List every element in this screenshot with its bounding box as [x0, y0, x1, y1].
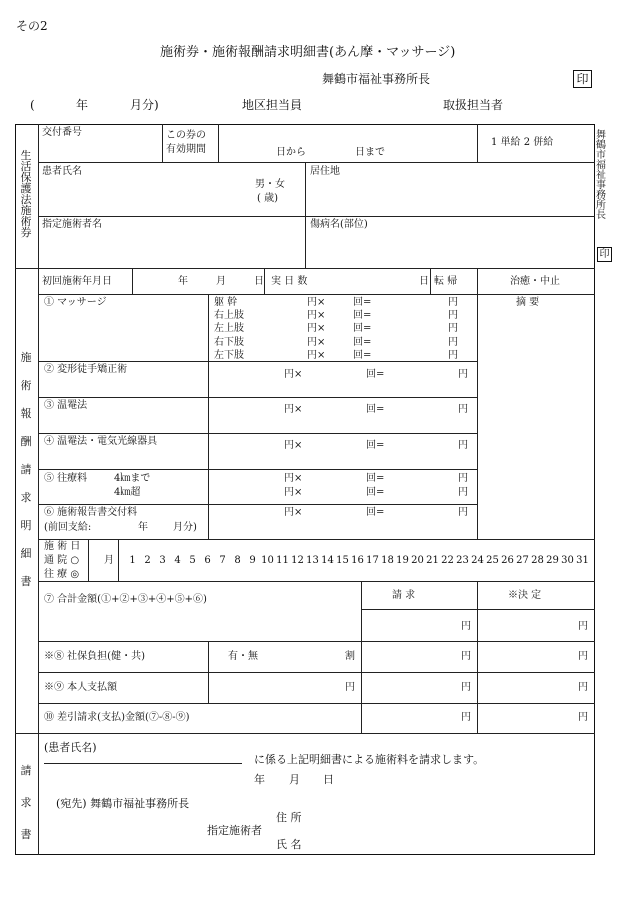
item-hot-elec: ④ 温罨法・電気光線器具	[44, 436, 158, 447]
self-pay-label: ※⑨ 本人支払額	[44, 682, 118, 693]
treatment-day: 11	[276, 555, 289, 566]
right-margin-char: 事	[596, 180, 606, 191]
unit-yen-times: 円×	[284, 440, 303, 451]
treatment-day: 4	[174, 555, 181, 566]
right-margin-char: 長	[596, 210, 606, 221]
patient-name-label: 患者氏名	[42, 166, 82, 177]
issue-number-label: 交付番号	[42, 127, 82, 138]
unit-yen: 円	[448, 336, 458, 348]
detail-label-char: 細	[20, 547, 32, 560]
detail-label-char: 施	[20, 351, 32, 364]
detail-label-char: 術	[20, 379, 32, 392]
detail-label-char: 酬	[20, 435, 32, 448]
right-margin-char: 所	[596, 200, 606, 211]
unit-yen-times: 円×	[284, 369, 303, 380]
validity-from: 日から	[276, 147, 306, 158]
treatment-day: 1	[129, 555, 136, 566]
claim-statement: に係る上記明細書による施術料を請求します。	[254, 753, 485, 766]
days-label-1: 施 術 日	[44, 541, 81, 552]
treatment-day: 16	[351, 555, 364, 566]
treatment-day: 19	[396, 555, 409, 566]
patient-name-line	[44, 763, 242, 764]
detail-label-char: 報	[20, 407, 32, 420]
treatment-day: 5	[189, 555, 196, 566]
days-month-label: 月	[104, 555, 114, 566]
treatment-day: 17	[366, 555, 379, 566]
claim-day: 日	[323, 773, 334, 786]
unit-times-eq: 回=	[353, 323, 372, 335]
claim-label-char: 求	[20, 796, 32, 809]
unit-times-eq: 回=	[366, 507, 385, 518]
unit-yen-times: 円×	[307, 323, 326, 335]
claim-yen-unit: 円	[461, 651, 471, 662]
right-margin-char: 祉	[596, 170, 606, 181]
validity-to: 日まで	[355, 147, 385, 158]
claim-yen-unit: 円	[461, 621, 471, 632]
unit-yen-times: 円×	[307, 310, 326, 322]
treatment-day: 6	[204, 555, 211, 566]
period-year: 年	[76, 98, 89, 112]
unit-yen: 円	[448, 297, 458, 308]
unit-yen: 円	[448, 349, 458, 361]
insurance-rate-unit: 割	[345, 651, 355, 662]
validity-label-2: 有効期間	[166, 144, 206, 155]
detail-label-char: 書	[20, 575, 32, 588]
treatment-day: 15	[336, 555, 349, 566]
unit-yen: 円	[448, 323, 458, 335]
welfare-label-char: 保	[20, 171, 32, 184]
treatment-day: 9	[249, 555, 256, 566]
unit-times-eq: 回=	[366, 440, 385, 451]
report-year: 年	[138, 522, 148, 533]
treatment-day: 12	[291, 555, 304, 566]
unit-yen: 円	[458, 404, 468, 415]
claim-month: 月	[289, 773, 300, 786]
welfare-label-char: 術	[20, 215, 32, 228]
treatment-day: 2	[144, 555, 151, 566]
claim-label-char: 請	[20, 764, 32, 777]
welfare-label-char: 施	[20, 204, 32, 217]
detail-label-char: 明	[20, 519, 32, 532]
treatment-day: 27	[516, 555, 529, 566]
first-date-month: 月	[216, 276, 226, 287]
first-date-year: 年	[178, 276, 188, 287]
unit-times-eq: 回=	[366, 404, 385, 415]
claim-yen-unit: 円	[461, 712, 471, 723]
welfare-section-label	[18, 150, 34, 238]
item-travel: ⑤ 往療料	[44, 473, 88, 484]
report-previous-label: (前回支給:	[44, 522, 92, 533]
treatment-day: 13	[306, 555, 319, 566]
unit-yen: 円	[458, 369, 468, 380]
unit-yen: 円	[458, 473, 468, 484]
treatment-day: 21	[426, 555, 439, 566]
treatment-day: 31	[576, 555, 589, 566]
unit-yen-times: 円×	[307, 297, 326, 308]
claim-practitioner-label: 指定施術者	[207, 824, 262, 837]
claim-section-label	[18, 765, 34, 840]
welfare-label-char: 券	[20, 226, 32, 239]
unit-yen: 円	[458, 487, 468, 498]
unit-yen-times: 円×	[307, 336, 326, 348]
sex-options: 男・女	[255, 179, 285, 190]
outcome-types: 治癒・中止	[510, 276, 560, 287]
right-margin-char: 舞	[596, 130, 606, 141]
insurance-yes-no: 有・無	[228, 651, 258, 662]
district-staff-label: 地区担当員	[242, 98, 303, 112]
unit-times-eq: 回=	[366, 369, 385, 380]
massage-part-label: 左上肢	[214, 323, 244, 335]
decision-yen-unit: 円	[578, 712, 588, 723]
unit-times-eq: 回=	[353, 349, 372, 361]
age-field: ( 歳)	[257, 193, 278, 204]
item-deform: ② 変形徒手矯正術	[44, 364, 128, 375]
summary-label: 摘 要	[516, 297, 540, 308]
claim-name-label: 氏 名	[276, 838, 302, 851]
unit-yen-times: 円×	[284, 507, 303, 518]
unit-times-eq: 回=	[353, 297, 372, 308]
total-amount-label: ⑦ 合計金額(①+②+③+④+⑤+⑥)	[44, 594, 207, 605]
form-title: 施術券・施術報酬請求明細書(あん摩・マッサージ)	[160, 45, 456, 60]
period-open: (	[30, 98, 35, 112]
unit-yen-times: 円×	[284, 487, 303, 498]
net-claim-label: ⑩ 差引請求(支払)金額(⑦-⑧-⑨)	[44, 712, 190, 723]
practitioner-name-label: 指定施術者名	[42, 219, 102, 230]
treatment-day: 26	[501, 555, 514, 566]
travel-within-4km: 4㎞まで	[114, 473, 151, 484]
item-massage: ① マッサージ	[44, 297, 107, 308]
self-pay-unit: 円	[345, 682, 355, 693]
claim-address-label: 住 所	[276, 811, 302, 824]
unit-yen: 円	[448, 310, 458, 322]
welfare-label-char: 法	[20, 193, 32, 206]
detail-section-label	[18, 352, 34, 587]
unit-yen-times: 円×	[284, 404, 303, 415]
treatment-day: 18	[381, 555, 394, 566]
travel-over-4km: 4㎞超	[114, 487, 141, 498]
treatment-day: 28	[531, 555, 544, 566]
outcome-label: 転 帰	[434, 276, 458, 287]
right-margin-char: 福	[596, 160, 606, 171]
welfare-label-char: 護	[20, 182, 32, 195]
period-month: 月分)	[130, 98, 159, 112]
massage-part-label: 右上肢	[214, 310, 244, 322]
decision-yen-unit: 円	[578, 651, 588, 662]
residence-label: 居住地	[310, 166, 340, 177]
right-margin-char: 鶴	[596, 140, 606, 151]
massage-part-label: 右下肢	[214, 336, 244, 348]
treatment-day: 20	[411, 555, 424, 566]
right-margin-issuer	[595, 131, 607, 221]
decision-column-label: ※決 定	[508, 590, 542, 601]
treatment-day: 8	[234, 555, 241, 566]
unit-times-eq: 回=	[353, 336, 372, 348]
right-margin-char: 務	[596, 190, 606, 201]
first-date-day: 日	[254, 276, 264, 287]
unit-times-eq: 回=	[366, 487, 385, 498]
item-report: ⑥ 施術報告書交付料	[44, 507, 138, 518]
form-number: その2	[16, 19, 48, 33]
treatment-day: 10	[261, 555, 274, 566]
treatment-day: 25	[486, 555, 499, 566]
claim-year: 年	[254, 773, 265, 786]
welfare-label-char: 生	[20, 149, 32, 162]
treatment-day: 24	[471, 555, 484, 566]
handling-staff-label: 取扱担当者	[443, 98, 504, 112]
unit-yen: 円	[458, 507, 468, 518]
claim-label-char: 書	[20, 828, 32, 841]
unit-times-eq: 回=	[366, 473, 385, 484]
actual-days-unit: 日	[419, 276, 429, 287]
issuer-name: 舞鶴市福祉事務所長	[322, 72, 431, 86]
first-date-label: 初回施術年月日	[42, 276, 112, 287]
report-month: 月分)	[173, 522, 197, 533]
treatment-day: 7	[219, 555, 226, 566]
validity-label-1: この券の	[166, 130, 206, 141]
unit-times-eq: 回=	[353, 310, 372, 322]
unit-yen-times: 円×	[284, 473, 303, 484]
injury-label: 傷病名(部位)	[310, 219, 368, 230]
detail-label-char: 請	[20, 463, 32, 476]
treatment-day: 14	[321, 555, 334, 566]
treatment-day: 22	[441, 555, 454, 566]
massage-part-label: 左下肢	[214, 349, 244, 361]
insurance-share-label: ※⑧ 社保負担(健・共)	[44, 651, 145, 662]
right-margin-seal: 印	[597, 247, 612, 262]
issuer-seal: 印	[573, 70, 592, 88]
unit-yen-times: 円×	[307, 349, 326, 361]
actual-days-label: 実 日 数	[271, 276, 308, 287]
treatment-day: 29	[546, 555, 559, 566]
claim-addressee: (宛先) 舞鶴市福祉事務所長	[56, 797, 190, 810]
decision-yen-unit: 円	[578, 621, 588, 632]
treatment-day: 30	[561, 555, 574, 566]
benefit-type: 1 単給 2 併給	[491, 137, 554, 148]
unit-yen: 円	[458, 440, 468, 451]
claim-patient-label: (患者氏名)	[44, 741, 97, 754]
decision-yen-unit: 円	[578, 682, 588, 693]
right-margin-char: 市	[596, 150, 606, 161]
detail-label-char: 求	[20, 491, 32, 504]
item-hot: ③ 温罨法	[44, 400, 88, 411]
claim-column-label: 請 求	[392, 590, 416, 601]
treatment-day: 3	[159, 555, 166, 566]
claim-yen-unit: 円	[461, 682, 471, 693]
welfare-label-char: 活	[20, 160, 32, 173]
days-label-2: 通 院 ○	[44, 555, 80, 566]
massage-part-label: 躯 幹	[214, 297, 238, 308]
days-label-3: 往 療 ◎	[44, 569, 80, 580]
treatment-day: 23	[456, 555, 469, 566]
